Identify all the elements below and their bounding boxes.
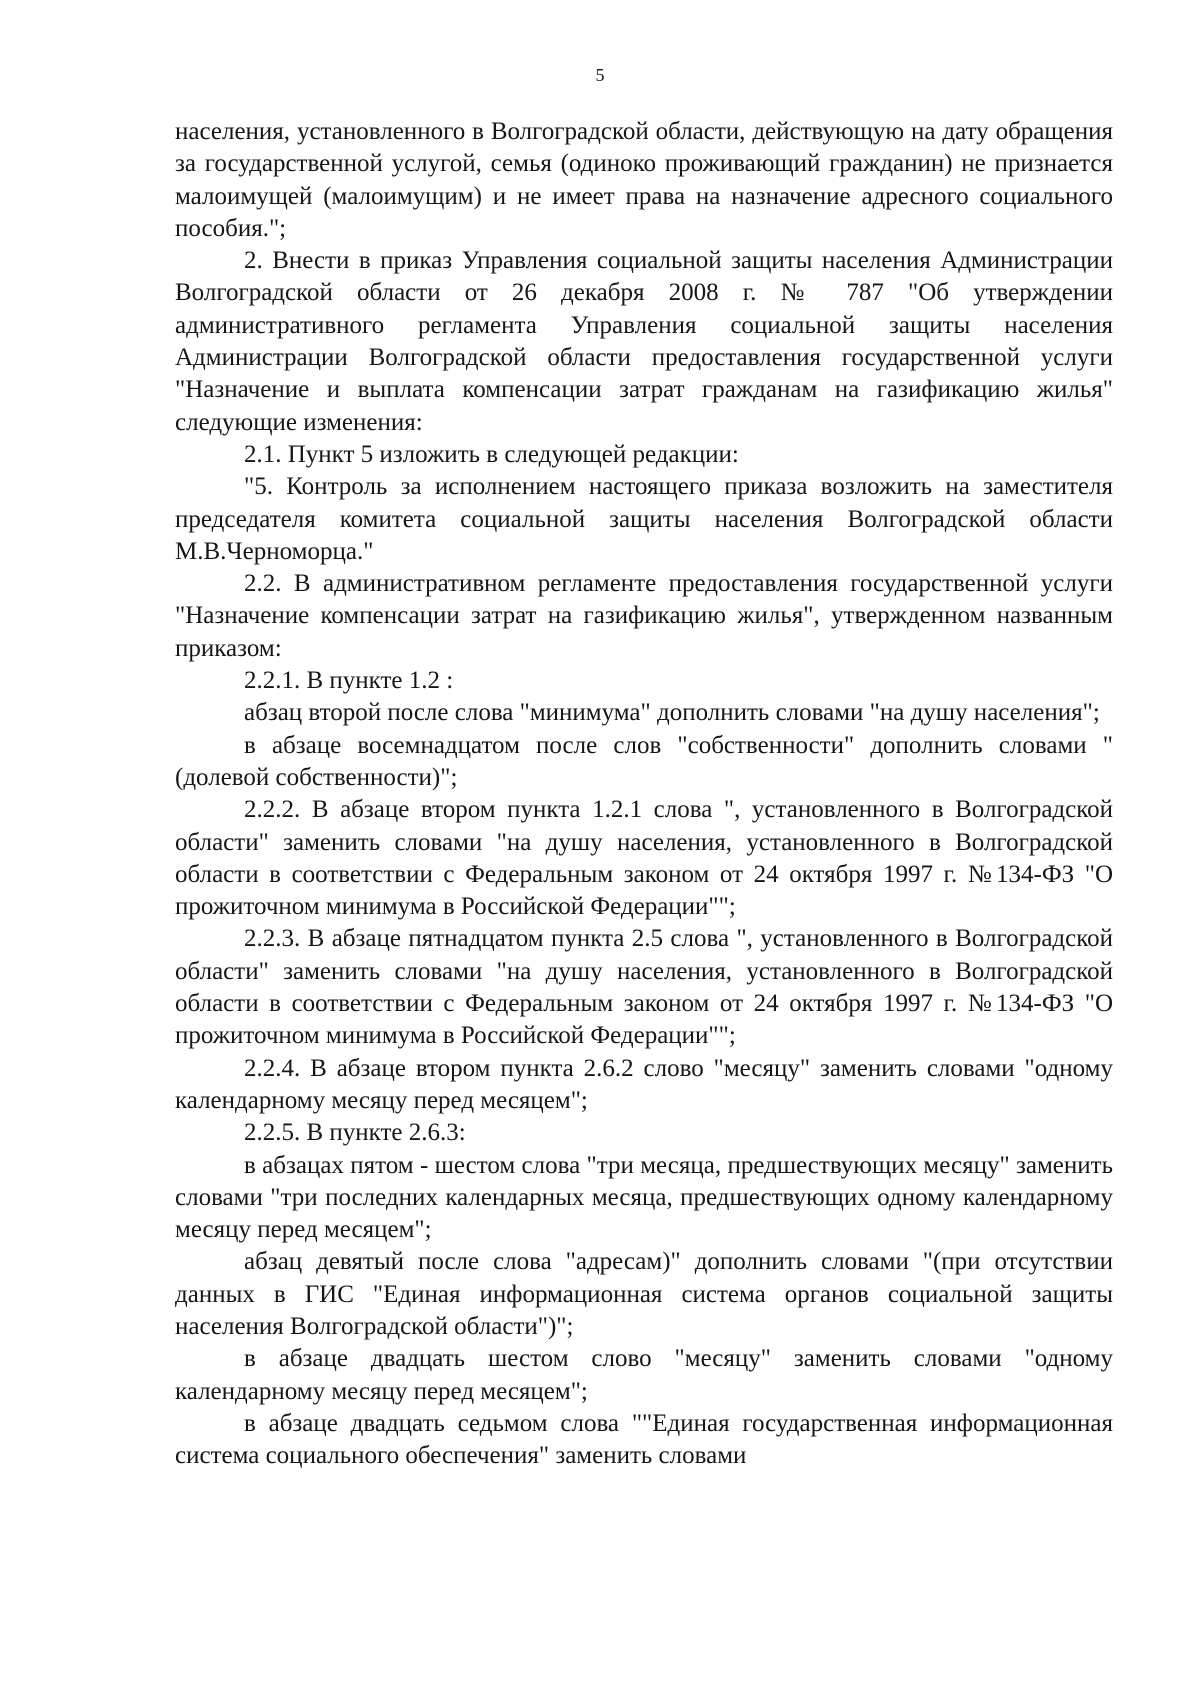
paragraph-item-5-text: "5. Контроль за исполнением настоящего приказа возложить на заместителя председателя комитета социальной защиты населения Волгоградской области М.В.Черноморца." (175, 473, 1113, 565)
paragraph-item-2-1: 2.1. Пункт 5 изложить в следующей редакции: (244, 440, 739, 468)
paragraph-abzac-fifth-sixth: в абзацах пятом - шестом слова "три месяца, предшествующих месяцу" заменить словами "три последних календарных месяца, предшествующих одному календарному месяцу перед месяцем"; (175, 1151, 1113, 1244)
paragraph-abzac-second: абзац второй после слова "минимума" дополнить словами "на душу населения"; (244, 699, 1100, 727)
paragraph-item-2: 2. Внести в приказ Управления социальной защиты населения Администрации Волгоградской области от 26 декабря 2008 г. № 787 "Об утверждении административного регламента Управления социальной защиты населения Администрации Волгоградской области предоставления государственной услуги "Назначение и выплата компенсации затрат гражданам на газификацию жилья" следующие изменения: (175, 247, 1113, 436)
paragraph-continuation: населения, установленного в Волгоградской области, действующую на дату обращения за государственной услугой, семья (одиноко проживающий гражданин) не признается малоимущей (малоимущим) и не имеет права на назначение адресного социального пособия."; (175, 118, 1113, 242)
document-body (175, 116, 1113, 1472)
paragraph-abzac-twenty-sixth: в абзаце двадцать шестом слово "месяцу" заменить словами "одному календарному месяцу перед месяцем"; (175, 1345, 1113, 1405)
paragraph-abzac-ninth: абзац девятый после слова "адресам)" дополнить словами "(при отсутствии данных в ГИС "Единая информационная система органов социальной защиты населения Волгоградской области")"; (175, 1248, 1113, 1340)
paragraph-item-2-2-4: 2.2.4. В абзаце втором пункта 2.6.2 слово "месяцу" заменить словами "одному календарному месяцу перед месяцем"; (175, 1054, 1113, 1114)
paragraph-item-2-2-2: 2.2.2. В абзаце втором пункта 1.2.1 слова ", установленного в Волгоградской области" заменить словами "на душу населения, установленного в Волгоградской области в соответствии с Федеральным законом от 24 октября 1997 г. №134-ФЗ "О прожиточном минимума в Российской Федерации""; (175, 796, 1113, 921)
paragraph-item-2-2-3: 2.2.3. В абзаце пятнадцатом пункта 2.5 слова ", установленного в Волгоградской области" заменить словами "на душу населения, установленного в Волгоградской области в соответствии с Федеральным законом от 24 октября 1997 г. №134-ФЗ "О прожиточном минимума в Российской Федерации""; (175, 925, 1113, 1050)
paragraph-abzac-twenty-seventh: в абзаце двадцать седьмом слова ""Единая государственная информационная система социального обеспечения" заменить словами (175, 1409, 1113, 1470)
page-number: 5 (595, 65, 605, 85)
paragraph-item-2-2: 2.2. В административном регламенте предоставления государственной услуги "Назначение компенсации затрат на газификацию жилья", утвержденном названным приказом: (175, 570, 1113, 662)
paragraph-abzac-eighteenth: в абзаце восемнадцатом после слов "собственности" дополнить словами "(долевой собственности)"; (175, 731, 1113, 791)
paragraph-item-2-2-1: 2.2.1. В пункте 1.2 : (244, 667, 454, 695)
paragraph-item-2-2-5: 2.2.5. В пункте 2.6.3: (244, 1119, 466, 1147)
